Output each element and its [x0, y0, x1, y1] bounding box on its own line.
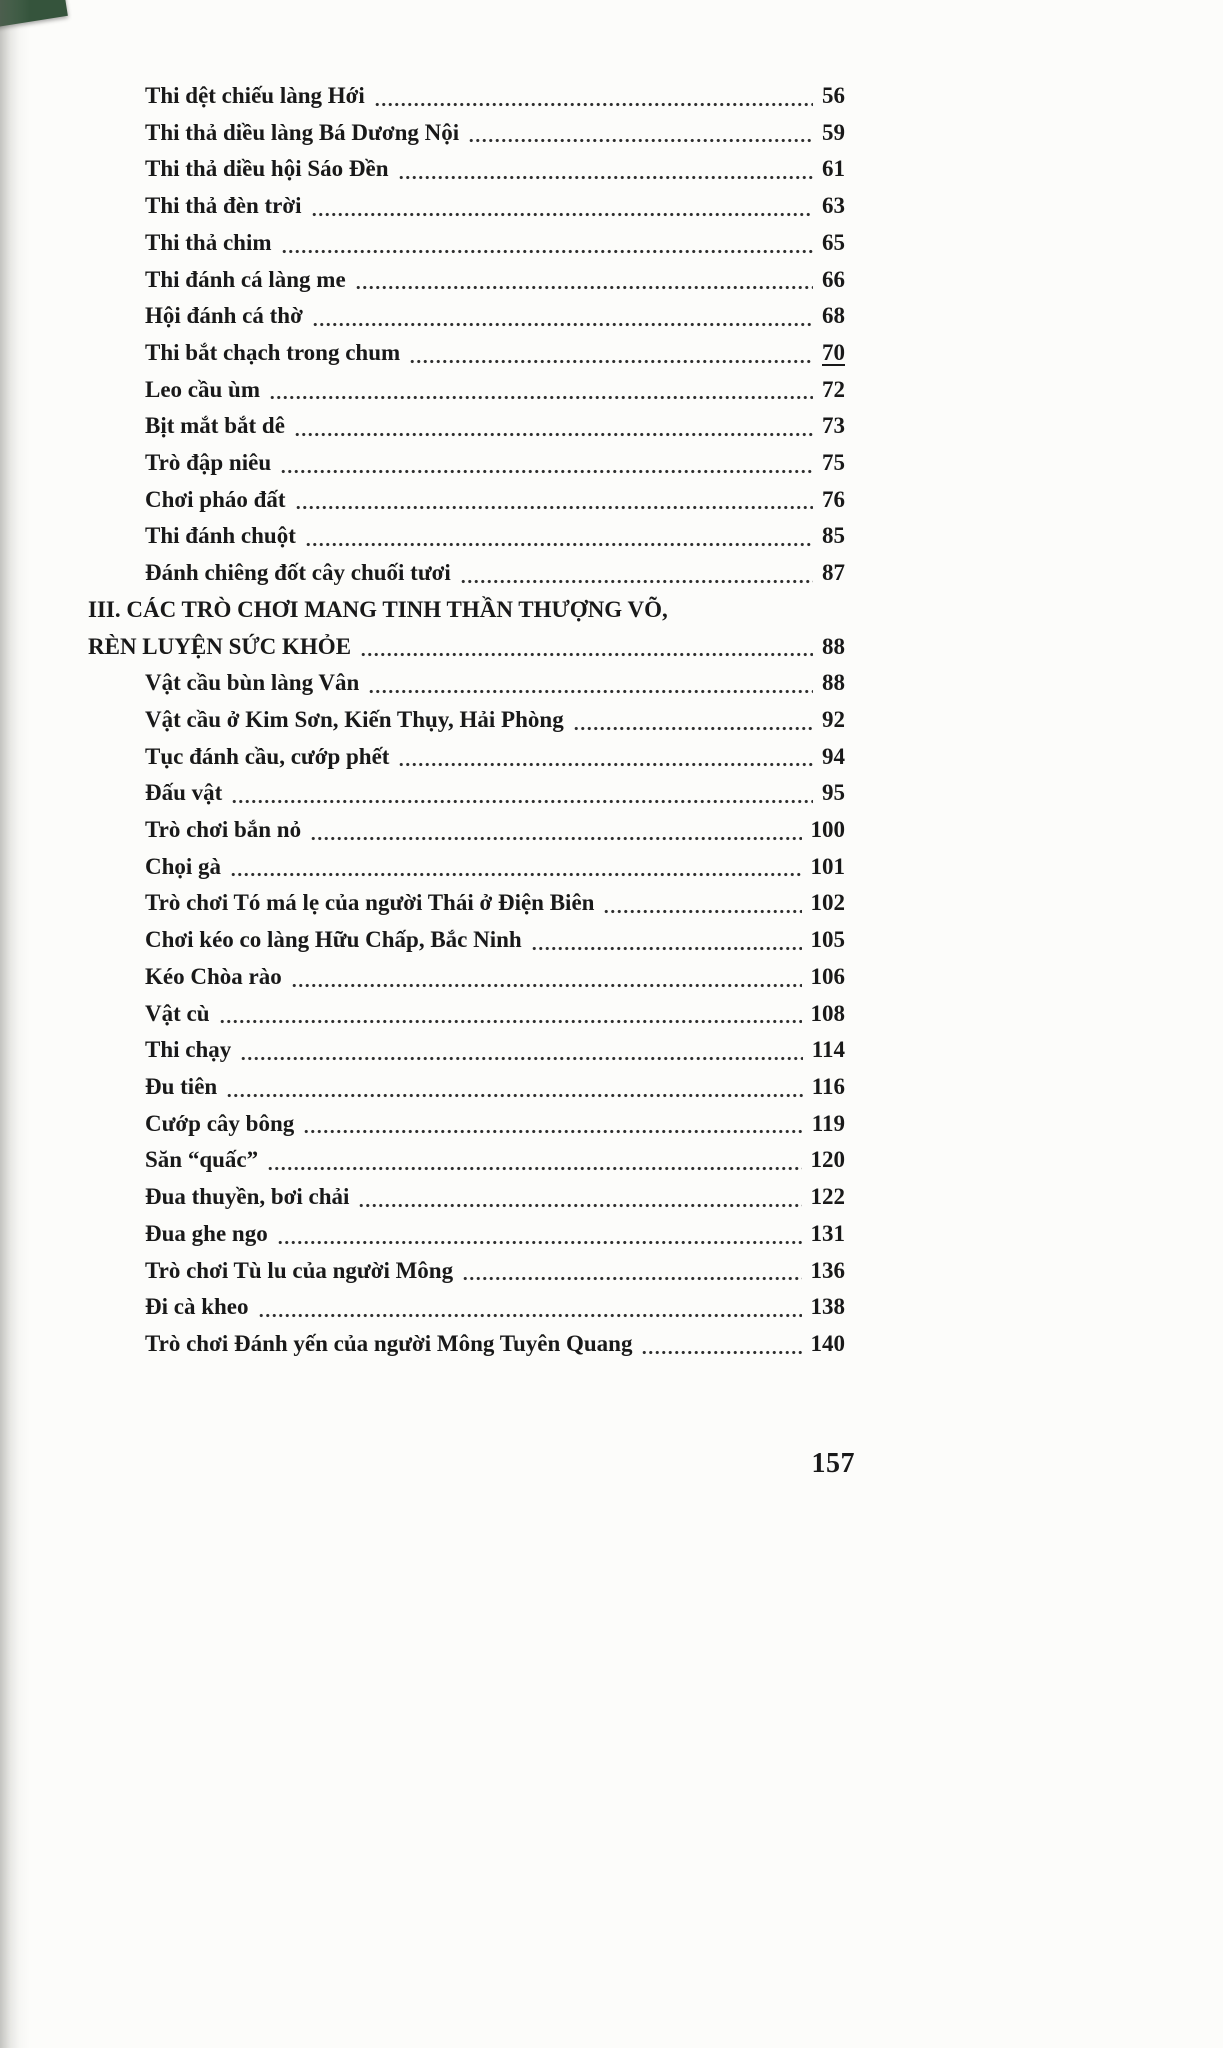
- entry-page-number: 131: [810, 1220, 845, 1246]
- toc-entry: [88, 445, 845, 482]
- toc-entries-part2: [88, 665, 845, 1362]
- page-number: 157: [811, 1448, 855, 1479]
- dot-leader: [453, 1253, 806, 1290]
- dot-leader: [286, 482, 818, 519]
- dot-leader: [522, 922, 807, 959]
- toc-entry: [88, 1142, 845, 1179]
- dot-leader: [221, 849, 806, 886]
- toc-entry: [88, 1216, 845, 1253]
- entry-page-number: 119: [811, 1110, 845, 1136]
- toc-entry: [88, 775, 845, 812]
- entry-page-number: 116: [811, 1073, 845, 1099]
- dot-leader: [296, 518, 818, 555]
- entry-title: Vật cầu ở Kim Sơn, Kiến Thụy, Hải Phòng: [145, 706, 564, 732]
- entry-page-number: 136: [810, 1257, 845, 1283]
- dot-leader: [564, 702, 818, 739]
- entry-page-number: 105: [810, 927, 845, 953]
- section-heading: [88, 592, 845, 665]
- dot-leader: [400, 335, 818, 372]
- entry-page-number: 68: [822, 303, 845, 329]
- entry-page-number: 100: [810, 817, 845, 843]
- entry-title: Thi thả diều hội Sáo Đền: [145, 156, 389, 182]
- entry-title: Thi chạy: [145, 1037, 232, 1063]
- toc-entry: [88, 188, 845, 225]
- entry-page-number: 70: [822, 339, 845, 365]
- dot-leader: [285, 408, 818, 445]
- toc-entry: [88, 885, 845, 922]
- entry-page-number: 102: [810, 890, 845, 916]
- entry-title: Vật cù: [145, 1000, 210, 1026]
- entry-title: Trò chơi Tó má lẹ của người Thái ở Điện Biên: [145, 890, 595, 916]
- toc-entry: [88, 702, 845, 739]
- toc-entry: [88, 922, 845, 959]
- dot-leader: [389, 151, 819, 188]
- toc-entry: [88, 408, 845, 445]
- entry-title: Bịt mắt bắt dê: [145, 413, 285, 439]
- toc-entry: [88, 665, 845, 702]
- toc-entry: [88, 812, 845, 849]
- toc-entry: [88, 1179, 845, 1216]
- toc-entry: [88, 372, 845, 409]
- toc-entry: [88, 482, 845, 519]
- entry-page-number: 114: [811, 1037, 845, 1063]
- entry-title: Vật cầu bùn làng Vân: [145, 670, 360, 696]
- entry-title: Thi thả đèn trời: [145, 193, 302, 219]
- table-of-contents: [88, 78, 845, 1363]
- dot-leader: [294, 1106, 808, 1143]
- dot-leader: [346, 262, 818, 299]
- dot-leader: [594, 885, 806, 922]
- toc-entry: [88, 1326, 845, 1363]
- entry-title: Leo cầu ùm: [145, 376, 260, 402]
- dot-leader: [351, 629, 818, 666]
- entry-title: Chọi gà: [145, 853, 222, 879]
- entry-page-number: 106: [810, 963, 845, 989]
- dot-leader: [451, 555, 818, 592]
- dot-leader: [272, 225, 818, 262]
- entry-title: Kéo Chòa rào: [145, 963, 282, 989]
- entry-page-number: 92: [822, 706, 845, 732]
- toc-entry: [88, 518, 845, 555]
- toc-entry: [88, 335, 845, 372]
- entry-title: Đu tiên: [145, 1073, 218, 1099]
- entry-title: Thi bắt chạch trong chum: [145, 339, 401, 365]
- entry-title: Trò chơi Tù lu của người Mông: [145, 1257, 454, 1283]
- entry-title: Thi đánh cá làng me: [145, 266, 346, 292]
- entry-page-number: 140: [810, 1330, 845, 1356]
- entry-page-number: 73: [822, 413, 845, 439]
- entry-page-number: 66: [822, 266, 845, 292]
- entry-page-number: 63: [822, 193, 845, 219]
- toc-entry: [88, 849, 845, 886]
- dot-leader: [282, 959, 807, 996]
- toc-entry: [88, 298, 845, 335]
- toc-entry: [88, 151, 845, 188]
- dot-leader: [260, 372, 818, 409]
- dot-leader: [231, 1032, 807, 1069]
- entry-title: Trò chơi bắn nỏ: [145, 817, 302, 843]
- entry-title: Thi thả diều làng Bá Dương Nội: [145, 119, 460, 145]
- toc-entry: [88, 115, 845, 152]
- dot-leader: [365, 78, 818, 115]
- entry-page-number: 76: [822, 486, 845, 512]
- toc-entry: [88, 1253, 845, 1290]
- entry-page-number: 85: [822, 523, 845, 549]
- entry-title: Thi dệt chiếu làng Hới: [145, 83, 365, 108]
- entry-page-number: 95: [822, 780, 845, 806]
- section-page-number: 88: [822, 633, 845, 659]
- entry-page-number: 94: [822, 743, 845, 769]
- page-edge-shadow: [0, 0, 30, 2048]
- entry-title: Đua thuyền, bơi chải: [145, 1184, 350, 1210]
- dot-leader: [303, 298, 818, 335]
- dot-leader: [249, 1289, 807, 1326]
- entry-title: Trò đập niêu: [145, 450, 272, 476]
- section-heading-row: [88, 629, 845, 666]
- entry-page-number: 65: [822, 229, 845, 255]
- entry-page-number: 108: [810, 1000, 845, 1026]
- dot-leader: [389, 739, 818, 776]
- dot-leader: [632, 1326, 806, 1363]
- dot-leader: [302, 188, 818, 225]
- entry-page-number: 56: [822, 83, 845, 108]
- dot-leader: [359, 665, 818, 702]
- toc-entry: [88, 262, 845, 299]
- entry-page-number: 59: [822, 119, 845, 145]
- toc-entry: [88, 1069, 845, 1106]
- entry-page-number: 120: [810, 1147, 845, 1173]
- toc-entry: [88, 1289, 845, 1326]
- entry-page-number: 75: [822, 450, 845, 476]
- entry-page-number: 122: [810, 1184, 845, 1210]
- entry-title: Thi đánh chuột: [145, 523, 296, 549]
- dot-leader: [217, 1069, 808, 1106]
- book-cover-corner: [0, 0, 68, 28]
- dot-leader: [349, 1179, 806, 1216]
- toc-entry: [88, 996, 845, 1033]
- dot-leader: [258, 1142, 806, 1179]
- dot-leader: [222, 775, 818, 812]
- entry-title: Đánh chiêng đốt cây chuối tươi: [145, 560, 451, 586]
- entry-title: Đi cà kheo: [145, 1294, 249, 1320]
- entry-title: Hội đánh cá thờ: [145, 303, 303, 329]
- toc-entry: [88, 225, 845, 262]
- entry-page-number: 61: [822, 156, 845, 182]
- dot-leader: [301, 812, 806, 849]
- toc-entry: [88, 959, 845, 996]
- entry-title: Cướp cây bông: [145, 1110, 295, 1136]
- entry-page-number: 72: [822, 376, 845, 402]
- toc-entry: [88, 555, 845, 592]
- entry-page-number: 101: [810, 853, 845, 879]
- entry-title: Thi thả chim: [145, 229, 272, 255]
- entry-page-number: 138: [810, 1294, 845, 1320]
- entry-page-number: 88: [822, 670, 845, 696]
- dot-leader: [268, 1216, 807, 1253]
- toc-entry: [88, 1106, 845, 1143]
- dot-leader: [210, 996, 807, 1033]
- entry-title: Đua ghe ngo: [145, 1220, 268, 1246]
- entry-title: Tục đánh cầu, cướp phết: [145, 743, 390, 769]
- entry-title: Chơi kéo co làng Hữu Chấp, Bắc Ninh: [145, 927, 522, 953]
- entry-title: Trò chơi Đánh yến của người Mông Tuyên Quang: [145, 1330, 633, 1356]
- toc-entries-part1: [88, 78, 845, 592]
- dot-leader: [459, 115, 818, 152]
- toc-entry: [88, 78, 845, 115]
- section-heading-line2: RÈN LUYỆN SỨC KHỎE: [88, 633, 352, 659]
- section-heading-line1: III. CÁC TRÒ CHƠI MANG TINH THẦN THƯỢNG VÕ,: [88, 596, 668, 622]
- entry-title: Săn “quấc”: [145, 1147, 259, 1173]
- entry-page-number: 87: [822, 560, 845, 586]
- toc-entry: [88, 739, 845, 776]
- entry-title: Đấu vật: [145, 780, 223, 806]
- dot-leader: [271, 445, 818, 482]
- toc-entry: [88, 1032, 845, 1069]
- entry-title: Chơi pháo đất: [145, 486, 286, 512]
